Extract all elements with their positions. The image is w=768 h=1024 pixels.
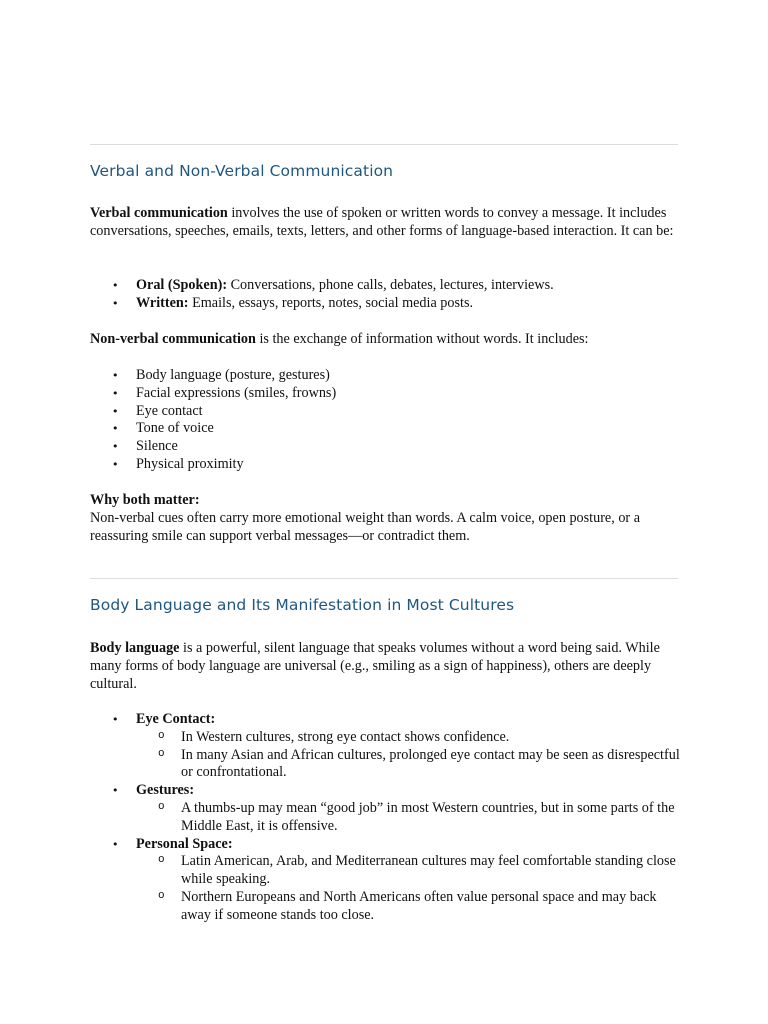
section-heading-verbal: Verbal and Non-Verbal Communication [90,162,394,180]
list-item-term: Eye Contact: [136,711,216,727]
section-heading-body-language: Body Language and Its Manifestation in Most Cultures [90,596,515,614]
why-both-matter-paragraph [90,492,682,545]
list-item: • Facial expressions (smiles, frowns) [90,385,682,403]
body-language-intro-paragraph [90,640,682,693]
sublist-item: o Northern Europeans and North Americans often value personal space and may back away if someone stands too close. [136,889,682,925]
list-item: • Eye contact [90,403,682,421]
list-item: • Physical proximity [90,456,682,474]
nonverbal-definition-paragraph [90,331,682,349]
personal-space-sublist [136,853,682,924]
list-item-term: Written: [136,294,189,311]
sublist-item: o A thumbs-up may mean “good job” in most Western countries, but in some parts of the Middle East, it is offensive. [136,800,682,836]
list-item-eye-contact [90,711,682,782]
list-item-term: Personal Space: [136,835,233,852]
list-item-personal-space [90,836,682,925]
list-item-term: Oral (Spoken): [136,277,228,293]
eye-contact-sublist [136,729,682,782]
list-item-text: Conversations, phone calls, debates, lectures, interviews. [227,277,554,293]
why-text: Non-verbal cues often carry more emotional weight than words. A calm voice, open posture, or a reassuring smile can support verbal messages—or contradict them. [90,509,640,544]
sublist-item: o In Western cultures, strong eye contact shows confidence. [136,729,682,747]
list-item [90,295,682,313]
sublist-item: o In many Asian and African cultures, prolonged eye contact may be seen as disrespectful or confrontational. [136,747,682,783]
verbal-term: Verbal communication [90,205,228,221]
list-item [90,277,682,295]
why-label: Why both matter: [90,492,200,508]
nonverbal-term: Non-verbal communication [90,331,256,347]
nonverbal-definition-text: is the exchange of information without words. It includes: [255,331,589,347]
nonverbal-types-list [90,367,682,474]
list-item-term: Gestures: [136,782,195,799]
list-item: • Body language (posture, gestures) [90,367,682,385]
list-item-text: Emails, essays, reports, notes, social media posts. [188,294,474,311]
section-divider-1 [90,144,678,145]
verbal-definition-paragraph [90,205,682,241]
gestures-sublist [136,800,682,836]
sublist-item: o Latin American, Arab, and Mediterranean cultures may feel comfortable standing close while speaking. [136,853,682,889]
list-item: • Tone of voice [90,420,682,438]
list-item: • Silence [90,438,682,456]
section-divider-2 [90,578,678,579]
list-item-gestures [90,782,682,835]
verbal-types-list [90,277,682,313]
cultural-differences-list [90,711,682,925]
verbal-definition-text: involves the use of spoken or written words to convey a message. It includes conversations, speeches, emails, texts, letters, and other forms of language-based interaction. It can be: [90,205,674,239]
body-language-intro-text: is a powerful, silent language that speaks volumes without a word being said. While many forms of body language are universal (e.g., smiling as a sign of happiness), others are deeply cultural. [90,640,660,692]
body-language-term: Body language [90,640,180,656]
